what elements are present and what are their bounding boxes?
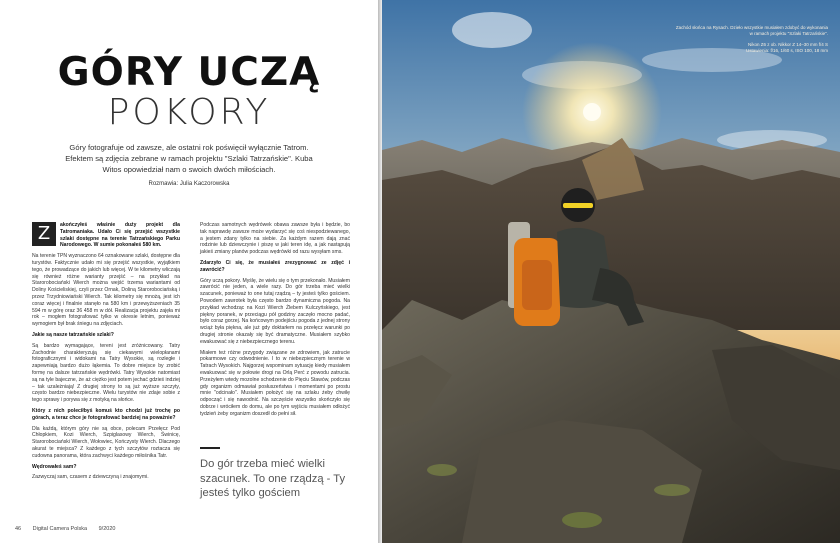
- answer-paragraph: Dla kaźdą, którym góry nie są obce, polecam Przełęcz Pod Chłopkiem, Kozi Wierch, Szpiglasowy Wierch, Świnicę, Starorobociański Wierch, Wołowiec, Kończysty Wierch. Dlaczego akurat te miejsca? Z każdego z tych szczytów roztacza się cudowna panorama, która zachwyci każdego miłośnika Tatr.: [32, 425, 180, 459]
- photo-caption: [673, 25, 828, 54]
- article-title-line2: POKORY: [107, 92, 271, 133]
- page-footer: [15, 526, 125, 532]
- article-lead: Góry fotografuje od zawsze, ale ostatni rok poświęcił wyłącznie Tatrom. Efektem są zdjęcia zebrane w ramach projektu "Szlaki Tatrzańskie". Kuba Witos opowiedział nam o swoich dwóch miłościach.: [65, 143, 313, 174]
- mountain-sunset-photo: [382, 0, 840, 543]
- lichen: [654, 484, 690, 496]
- cloud: [452, 12, 532, 48]
- intro-question: akończyłeś właśnie duży projekt dla Tatromaniaka. Udało Ci się przejść wszystkie szlaki dostępne na terenie Tatrzańskiego Parku Narodowego. W sumie pokonałeś 580 km.: [60, 222, 180, 249]
- answer-paragraph: Miałem też różne przygody związane ze zdrowiem, jak zatrucie pokarmowe czy odwodnienie. I to w niebezpiecznym terenie w Tatrach Wysokich. Najgorzej wspominam sytuację kiedy musiałem ewakuować się w połowie drogi na Orlą Perć z powodu zatrucia. Przeżyłem wtedy mozolne schodzenie do Pięciu Stawów, podczas gdy organizm odmawiał posłuszeństwa i momentami po prostu mnie "odcinało". Musiałem położyć się na szlaku żeby chwilę odpocząć i się nawodnić. Na szczęście wszystko skończyło się dobrze i wróciłem do domu, ale po tym wyjściu musiałem odłożyć tydzień żeby organizm doszedł do pełni sił.: [200, 349, 350, 417]
- answer-paragraph: Podczas samotnych wędrówek obawa zawsze była i będzie, bo tak naprawdę zawsze może wydarzyć się coś niespodziewanego, a jestem zdany tylko na siebie. Za każdym razem dają znać rodzinie lub dziewczynie i piszę w jaki teren idę, a jak nastąpują jakieś zmiany planów podczas wędrówki od razu wysyłam sms.: [200, 222, 350, 256]
- question: Wędrowałeś sam?: [32, 463, 77, 470]
- question: Który z nich poleciłbyś komuś kto chodzi już trochę po górach, a teraz chce je fotografować bardziej na poważnie?: [32, 407, 180, 421]
- drop-cap: Z: [32, 222, 56, 246]
- answer-paragraph: Zazwyczaj sam, czasem z dziewczyną i znajomymi.: [32, 474, 149, 481]
- lichen: [562, 512, 602, 528]
- text-column-1: [32, 222, 180, 485]
- answer-paragraph: Góry uczą pokory. Myślę, że wielu się o tym przekonało. Musiałem zawrócić nie jeden, a wiele razy. Do gór trzeba mieć wielki szacunek, ponieważ to one tutaj rządzą – ty jesteś tylko gościem. Powodem zawrotek była często bardzo dynamiczna pogoda. Na przykład wchodząc na Kozi Wierch Żlebem Kulczyńskiego, jest piękny poranek, w przeciągu pół godziny zaczęło mocno padać, było coraz gorzej. Na końcowym podejściu pogoda z jednej strony wciąż była piękna, ale już gdy doktarłem na przełęcz warunki po drugiej stronie okazały się być dramatyczne. Musiałem szybko ewakuować się z niebezpiecznego terenu.: [200, 277, 350, 345]
- article-title-line1: GÓRY UCZĄ: [57, 50, 321, 95]
- answer-paragraph: Na terenie TPN wyznaczono 64 oznakowane szlaki, dostępne dla turystów. Faktycznie udało mi się przejść wszystkie, wyjątkiem tego, że prowadzące do jakich lub więcej. W te kilometry wliczają się również różne warianty przejść – na przykład na Starorobociański Wierch można wejść trzema wariantami od Doliny Kościeliskiej, czyli przez Ornak, Doliną Starorobociańską i przez Trzydniowiański Wierch. Tak kilometry się mnożą, jest ich coraz więcej i finalnie stanęło na 580 km i przewyższeniach 35 594 m w górę oraz 36 458 m w dół. Realizacja projektu zajęła mi rok – mogłem fotografować tylko w okresie letnim, ponieważ wymogiem był brak śniegu na zdjęciach.: [32, 253, 180, 328]
- lichen: [427, 464, 457, 476]
- issue-number: 9/2020: [98, 526, 116, 532]
- magazine-name: Digital Camera Polska: [32, 526, 88, 532]
- caption-line: Zachód słońca na Rysach. Dzieło wszystkie musiałem zdobyć do wykonania: [675, 25, 828, 30]
- caption-line: Ustawienia: f/16, 1/60 s, ISO 100, 18 mm: [745, 48, 828, 53]
- backpack-pocket: [522, 260, 552, 310]
- right-page: [382, 0, 840, 543]
- sun: [583, 103, 601, 121]
- question: Jakie są nasze tatrzańskie szlaki?: [32, 331, 114, 338]
- page-number: 46: [15, 526, 22, 532]
- pull-quote: Do gór trzeba mieć wielki szacunek. To one rządzą - Ty jesteś tylko gościem: [200, 458, 346, 499]
- caption-line: Nikon Z6 z ob. Nikkor Z 14–30 mm f/4 S: [747, 42, 828, 47]
- question: Zdarzyło Ci się, że musiałeś zrezygnować ze zdjęć i zawrócić?: [200, 259, 350, 273]
- left-page: [0, 0, 378, 543]
- pull-quote-rule: [200, 447, 220, 449]
- headlamp: [563, 203, 593, 208]
- answer-paragraph: Są bardzo wymagające, tereni jest zróżnicowany. Tatry Zachodnie charakteryzują się ciekawymi wielopłanami fotograficznymi i widokami na Tatry Wysokie, są rozległe i zapewniają bardzo dużo łąkemia. To dobre miejsce by zrobić formę na dalsze tatrzańskie wędrówki. Tatry Wysokie natomiast są na tyle bajeczne, że aż ciężko jest potem jechać gdzieś indziej – tak uzależniają! Z drugiej strony to są już wyższe szczyty, często bardzo niebezpieczne. Wielu turystów nie zdaje sobie z tego sprawy i porywa się z motyką na słońce.: [32, 342, 180, 404]
- article-byline: Rozmawia: Julia Kaczorowska: [148, 181, 230, 187]
- caption-line: w ramach projektu "Szlaki Tatrzańskie".: [749, 31, 828, 36]
- text-column-2: [200, 222, 350, 422]
